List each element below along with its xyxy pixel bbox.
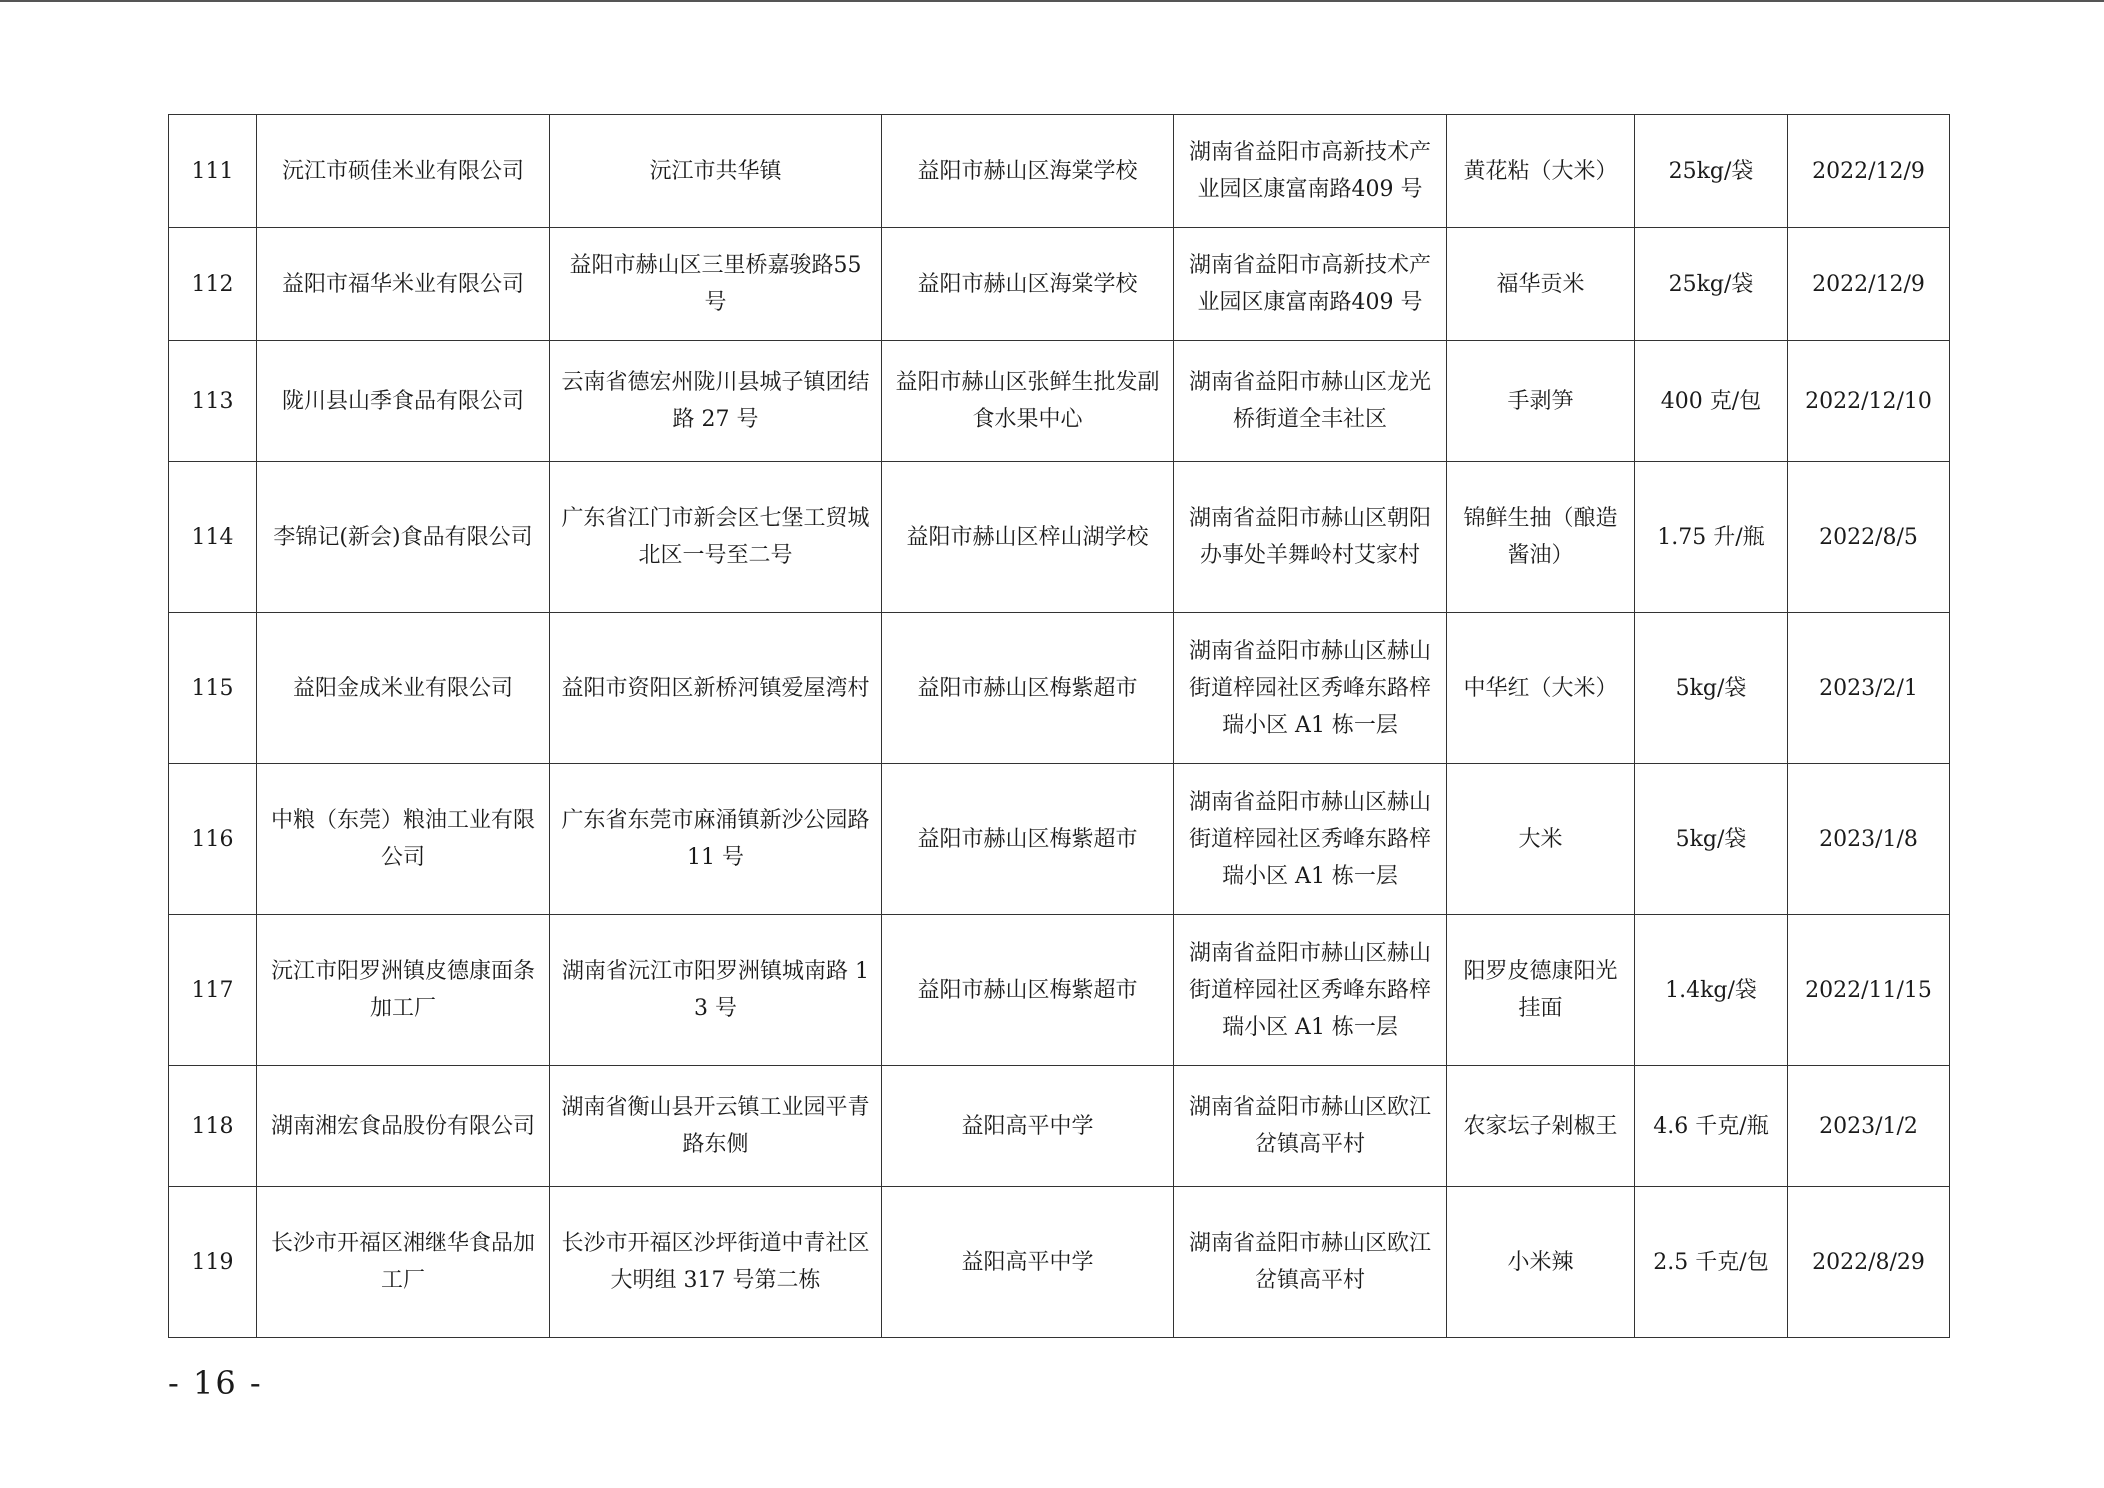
spec-cell: 400 克/包: [1635, 341, 1788, 462]
producer-name-cell: 益阳市福华米业有限公司: [257, 228, 550, 341]
spec-cell: 2.5 千克/包: [1635, 1187, 1788, 1338]
product-name-cell: 手剥笋: [1447, 341, 1635, 462]
producer-name-cell: 益阳金成米业有限公司: [257, 613, 550, 764]
production-date-cell: 2023/1/2: [1788, 1066, 1950, 1187]
sampled-unit-cell: 益阳市赫山区梓山湖学校: [882, 462, 1174, 613]
producer-name-cell: 长沙市开福区湘继华食品加工厂: [257, 1187, 550, 1338]
sampled-address-cell: 湖南省益阳市赫山区龙光桥街道全丰社区: [1174, 341, 1447, 462]
production-date-cell: 2022/12/9: [1788, 115, 1950, 228]
spec-cell: 1.4kg/袋: [1635, 915, 1788, 1066]
sampled-address-cell: 湖南省益阳市赫山区朝阳办事处羊舞岭村艾家村: [1174, 462, 1447, 613]
sampled-unit-cell: 益阳市赫山区梅紫超市: [882, 764, 1174, 915]
producer-address-cell: 益阳市资阳区新桥河镇爱屋湾村: [550, 613, 882, 764]
page-number: - 16 -: [168, 1364, 263, 1402]
producer-address-cell: 广东省东莞市麻涌镇新沙公园路 11 号: [550, 764, 882, 915]
production-date-cell: 2022/11/15: [1788, 915, 1950, 1066]
page-top-rule: [0, 0, 2104, 2]
index-cell: 115: [169, 613, 257, 764]
spec-cell: 1.75 升/瓶: [1635, 462, 1788, 613]
production-date-cell: 2022/12/9: [1788, 228, 1950, 341]
sampled-address-cell: 湖南省益阳市赫山区赫山街道梓园社区秀峰东路梓瑞小区 A1 栋一层: [1174, 764, 1447, 915]
production-date-cell: 2023/1/8: [1788, 764, 1950, 915]
sampled-unit-cell: 益阳市赫山区梅紫超市: [882, 915, 1174, 1066]
product-name-cell: 福华贡米: [1447, 228, 1635, 341]
food-sampling-table: [168, 114, 1950, 1338]
sampled-unit-cell: 益阳市赫山区梅紫超市: [882, 613, 1174, 764]
index-cell: 119: [169, 1187, 257, 1338]
production-date-cell: 2023/2/1: [1788, 613, 1950, 764]
production-date-cell: 2022/12/10: [1788, 341, 1950, 462]
producer-address-cell: 云南省德宏州陇川县城子镇团结路 27 号: [550, 341, 882, 462]
sampled-address-cell: 湖南省益阳市高新技术产业园区康富南路409 号: [1174, 228, 1447, 341]
sampled-unit-cell: 益阳高平中学: [882, 1066, 1174, 1187]
product-name-cell: 农家坛子剁椒王: [1447, 1066, 1635, 1187]
sampled-address-cell: 湖南省益阳市高新技术产业园区康富南路409 号: [1174, 115, 1447, 228]
index-cell: 111: [169, 115, 257, 228]
sampled-unit-cell: 益阳高平中学: [882, 1187, 1174, 1338]
table-row: [169, 613, 1950, 764]
product-name-cell: 黄花粘（大米）: [1447, 115, 1635, 228]
index-cell: 112: [169, 228, 257, 341]
spec-cell: 4.6 千克/瓶: [1635, 1066, 1788, 1187]
sampled-address-cell: 湖南省益阳市赫山区欧江岔镇高平村: [1174, 1066, 1447, 1187]
table-row: [169, 228, 1950, 341]
sampled-unit-cell: 益阳市赫山区海棠学校: [882, 115, 1174, 228]
spec-cell: 25kg/袋: [1635, 228, 1788, 341]
product-name-cell: 阳罗皮德康阳光挂面: [1447, 915, 1635, 1066]
sampled-unit-cell: 益阳市赫山区海棠学校: [882, 228, 1174, 341]
producer-address-cell: 益阳市赫山区三里桥嘉骏路55 号: [550, 228, 882, 341]
table-row: [169, 115, 1950, 228]
sampled-address-cell: 湖南省益阳市赫山区赫山街道梓园社区秀峰东路梓瑞小区 A1 栋一层: [1174, 915, 1447, 1066]
index-cell: 113: [169, 341, 257, 462]
index-cell: 116: [169, 764, 257, 915]
production-date-cell: 2022/8/5: [1788, 462, 1950, 613]
table-row: [169, 462, 1950, 613]
product-name-cell: 中华红（大米）: [1447, 613, 1635, 764]
table-row: [169, 1066, 1950, 1187]
sampled-address-cell: 湖南省益阳市赫山区欧江岔镇高平村: [1174, 1187, 1447, 1338]
producer-name-cell: 中粮（东莞）粮油工业有限公司: [257, 764, 550, 915]
producer-address-cell: 长沙市开福区沙坪街道中青社区大明组 317 号第二栋: [550, 1187, 882, 1338]
spec-cell: 5kg/袋: [1635, 613, 1788, 764]
producer-name-cell: 沅江市阳罗洲镇皮德康面条加工厂: [257, 915, 550, 1066]
table-row: [169, 341, 1950, 462]
spec-cell: 5kg/袋: [1635, 764, 1788, 915]
product-name-cell: 锦鲜生抽（酿造酱油）: [1447, 462, 1635, 613]
index-cell: 114: [169, 462, 257, 613]
sampled-unit-cell: 益阳市赫山区张鲜生批发副食水果中心: [882, 341, 1174, 462]
producer-name-cell: 陇川县山季食品有限公司: [257, 341, 550, 462]
producer-name-cell: 湖南湘宏食品股份有限公司: [257, 1066, 550, 1187]
table-row: [169, 764, 1950, 915]
table-row: [169, 1187, 1950, 1338]
product-name-cell: 小米辣: [1447, 1187, 1635, 1338]
producer-address-cell: 湖南省沅江市阳罗洲镇城南路 13 号: [550, 915, 882, 1066]
sampled-address-cell: 湖南省益阳市赫山区赫山街道梓园社区秀峰东路梓瑞小区 A1 栋一层: [1174, 613, 1447, 764]
producer-address-cell: 湖南省衡山县开云镇工业园平青路东侧: [550, 1066, 882, 1187]
spec-cell: 25kg/袋: [1635, 115, 1788, 228]
index-cell: 118: [169, 1066, 257, 1187]
producer-name-cell: 李锦记(新会)食品有限公司: [257, 462, 550, 613]
production-date-cell: 2022/8/29: [1788, 1187, 1950, 1338]
producer-address-cell: 沅江市共华镇: [550, 115, 882, 228]
index-cell: 117: [169, 915, 257, 1066]
producer-name-cell: 沅江市硕佳米业有限公司: [257, 115, 550, 228]
table-row: [169, 915, 1950, 1066]
producer-address-cell: 广东省江门市新会区七堡工贸城北区一号至二号: [550, 462, 882, 613]
product-name-cell: 大米: [1447, 764, 1635, 915]
